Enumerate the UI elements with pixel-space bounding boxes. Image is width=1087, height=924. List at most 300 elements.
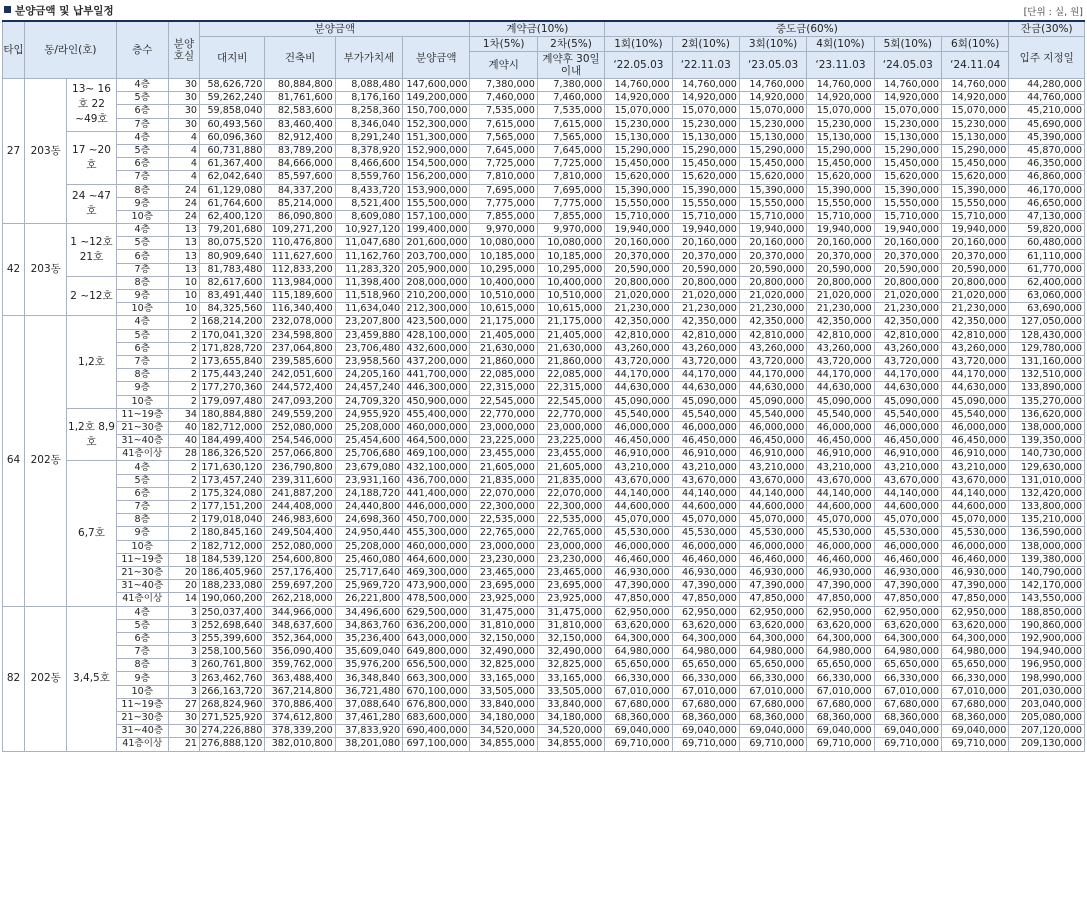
vat-cell: 11,518,960 (335, 290, 402, 303)
mid2-cell: 46,450,000 (672, 435, 739, 448)
building-cell: 244,408,000 (265, 501, 335, 514)
building-cell: 84,337,200 (265, 184, 335, 197)
vat-cell: 37,833,920 (335, 725, 402, 738)
balance-cell: 135,270,000 (1009, 395, 1085, 408)
mid5-cell: 65,650,000 (874, 659, 941, 672)
table-row (3, 725, 1085, 738)
header-mid-group: 중도금(60%) (605, 21, 1009, 37)
mid4-cell: 47,850,000 (807, 593, 874, 606)
dep1-cell: 10,080,000 (470, 237, 537, 250)
header-vat: 부가가치세 (335, 37, 402, 79)
units-cell: 20 (168, 566, 199, 579)
mid3-cell: 46,930,000 (739, 566, 806, 579)
mid1-cell: 64,300,000 (605, 632, 672, 645)
mid5-cell: 69,710,000 (874, 738, 941, 751)
price-cell: 154,500,000 (403, 158, 470, 171)
mid3-cell: 21,230,000 (739, 303, 806, 316)
dep2-cell: 10,615,000 (537, 303, 604, 316)
price-cell: 441,700,000 (403, 369, 470, 382)
floor-cell: 5층 (116, 237, 168, 250)
table-row (3, 408, 1085, 421)
balance-cell: 63,690,000 (1009, 303, 1085, 316)
units-cell: 4 (168, 131, 199, 144)
land-cell: 179,018,040 (200, 514, 265, 527)
dep1-cell: 22,765,000 (470, 527, 537, 540)
land-cell: 62,400,120 (200, 210, 265, 223)
mid3-cell: 15,620,000 (739, 171, 806, 184)
mid4-cell: 62,950,000 (807, 606, 874, 619)
line-cell: 1,2호 8,9호 (67, 408, 116, 461)
floor-cell: 7층 (116, 171, 168, 184)
dep2-cell: 23,000,000 (537, 540, 604, 553)
dep1-cell: 32,825,000 (470, 659, 537, 672)
mid3-cell: 62,950,000 (739, 606, 806, 619)
mid5-cell: 45,070,000 (874, 514, 941, 527)
mid1-cell: 15,450,000 (605, 158, 672, 171)
balance-cell: 209,130,000 (1009, 738, 1085, 751)
mid6-cell: 64,300,000 (942, 632, 1009, 645)
mid3-cell: 19,940,000 (739, 224, 806, 237)
mid1-cell: 45,090,000 (605, 395, 672, 408)
dep1-cell: 7,460,000 (470, 92, 537, 105)
mid1-cell: 20,370,000 (605, 250, 672, 263)
mid1-cell: 62,950,000 (605, 606, 672, 619)
dep1-cell: 7,535,000 (470, 105, 537, 118)
vat-cell: 24,698,360 (335, 514, 402, 527)
land-cell: 59,262,240 (200, 92, 265, 105)
price-cell: 636,200,000 (403, 619, 470, 632)
table-row (3, 685, 1085, 698)
mid6-cell: 15,130,000 (942, 131, 1009, 144)
price-cell: 437,200,000 (403, 355, 470, 368)
dep2-cell: 21,860,000 (537, 355, 604, 368)
floor-cell: 10층 (116, 540, 168, 553)
mid1-cell: 15,710,000 (605, 210, 672, 223)
units-cell: 40 (168, 435, 199, 448)
dep1-cell: 22,085,000 (470, 369, 537, 382)
mid2-cell: 44,630,000 (672, 382, 739, 395)
mid4-cell: 47,390,000 (807, 580, 874, 593)
mid5-cell: 46,450,000 (874, 435, 941, 448)
land-cell: 186,405,960 (200, 566, 265, 579)
mid4-cell: 45,090,000 (807, 395, 874, 408)
mid3-cell: 46,910,000 (739, 448, 806, 461)
table-row (3, 514, 1085, 527)
mid6-cell: 19,940,000 (942, 224, 1009, 237)
mid1-cell: 45,070,000 (605, 514, 672, 527)
vat-cell: 8,559,760 (335, 171, 402, 184)
balance-cell: 44,280,000 (1009, 79, 1085, 92)
mid6-cell: 15,390,000 (942, 184, 1009, 197)
mid3-cell: 14,760,000 (739, 79, 806, 92)
dep2-cell: 22,765,000 (537, 527, 604, 540)
unit-note: [단위 : 실, 원] (1023, 7, 1083, 18)
land-cell: 276,888,120 (200, 738, 265, 751)
mid2-cell: 67,680,000 (672, 698, 739, 711)
mid5-cell: 47,390,000 (874, 580, 941, 593)
mid5-cell: 19,940,000 (874, 224, 941, 237)
mid6-cell: 14,920,000 (942, 92, 1009, 105)
units-cell: 3 (168, 659, 199, 672)
balance-cell: 46,170,000 (1009, 184, 1085, 197)
vat-cell: 8,258,360 (335, 105, 402, 118)
balance-cell: 194,940,000 (1009, 646, 1085, 659)
dep1-cell: 23,695,000 (470, 580, 537, 593)
mid4-cell: 20,370,000 (807, 250, 874, 263)
units-cell: 30 (168, 118, 199, 131)
balance-cell: 138,000,000 (1009, 421, 1085, 434)
line-cell: 2 ~12호 (67, 276, 116, 316)
land-cell: 80,909,640 (200, 250, 265, 263)
mid1-cell: 44,170,000 (605, 369, 672, 382)
building-cell: 80,884,800 (265, 79, 335, 92)
mid6-cell: 15,230,000 (942, 118, 1009, 131)
header-floor: 층수 (116, 21, 168, 79)
units-cell: 13 (168, 224, 199, 237)
mid2-cell: 67,010,000 (672, 685, 739, 698)
dep2-cell: 23,230,000 (537, 553, 604, 566)
mid6-cell: 20,590,000 (942, 263, 1009, 276)
mid4-cell: 43,260,000 (807, 342, 874, 355)
land-cell: 61,367,400 (200, 158, 265, 171)
land-cell: 190,060,200 (200, 593, 265, 606)
floor-cell: 8층 (116, 659, 168, 672)
floor-cell: 5층 (116, 619, 168, 632)
mid2-cell: 15,230,000 (672, 118, 739, 131)
dep2-cell: 32,150,000 (537, 632, 604, 645)
mid6-cell: 62,950,000 (942, 606, 1009, 619)
balance-cell: 198,990,000 (1009, 672, 1085, 685)
building-cell: 344,966,000 (265, 606, 335, 619)
vat-cell: 23,958,560 (335, 355, 402, 368)
dep1-cell: 21,605,000 (470, 461, 537, 474)
mid5-cell: 43,260,000 (874, 342, 941, 355)
dep2-cell: 34,180,000 (537, 712, 604, 725)
mid5-cell: 44,140,000 (874, 487, 941, 500)
floor-cell: 6층 (116, 105, 168, 118)
mid1-cell: 43,670,000 (605, 474, 672, 487)
mid5-cell: 45,530,000 (874, 527, 941, 540)
units-cell: 2 (168, 540, 199, 553)
building-cell: 259,697,200 (265, 580, 335, 593)
mid6-cell: 15,620,000 (942, 171, 1009, 184)
mid3-cell: 15,390,000 (739, 184, 806, 197)
dep2-cell: 22,315,000 (537, 382, 604, 395)
mid5-cell: 45,090,000 (874, 395, 941, 408)
mid2-cell: 20,590,000 (672, 263, 739, 276)
price-cell: 450,700,000 (403, 514, 470, 527)
mid3-cell: 45,090,000 (739, 395, 806, 408)
vat-cell: 35,236,400 (335, 632, 402, 645)
mid1-cell: 42,810,000 (605, 329, 672, 342)
dep1-cell: 33,165,000 (470, 672, 537, 685)
mid6-cell: 64,980,000 (942, 646, 1009, 659)
land-cell: 173,457,240 (200, 474, 265, 487)
mid4-cell: 20,590,000 (807, 263, 874, 276)
mid5-cell: 44,630,000 (874, 382, 941, 395)
floor-cell: 8층 (116, 514, 168, 527)
vat-cell: 11,162,760 (335, 250, 402, 263)
balance-cell: 205,080,000 (1009, 712, 1085, 725)
units-cell: 13 (168, 250, 199, 263)
vat-cell: 23,931,160 (335, 474, 402, 487)
vat-cell: 8,291,240 (335, 131, 402, 144)
mid5-cell: 43,670,000 (874, 474, 941, 487)
header-type: 타입 (3, 21, 25, 79)
dep1-cell: 34,180,000 (470, 712, 537, 725)
price-cell: 212,300,000 (403, 303, 470, 316)
dep2-cell: 23,925,000 (537, 593, 604, 606)
mid5-cell: 15,230,000 (874, 118, 941, 131)
floor-cell: 21~30층 (116, 421, 168, 434)
mid2-cell: 64,980,000 (672, 646, 739, 659)
mid6-cell: 20,370,000 (942, 250, 1009, 263)
price-cell: 670,100,000 (403, 685, 470, 698)
dep2-cell: 7,535,000 (537, 105, 604, 118)
mid1-cell: 67,010,000 (605, 685, 672, 698)
mid4-cell: 15,620,000 (807, 171, 874, 184)
balance-cell: 132,420,000 (1009, 487, 1085, 500)
mid3-cell: 14,920,000 (739, 92, 806, 105)
dep1-cell: 23,465,000 (470, 566, 537, 579)
price-cell: 450,900,000 (403, 395, 470, 408)
table-row (3, 672, 1085, 685)
mid4-cell: 15,450,000 (807, 158, 874, 171)
units-cell: 10 (168, 290, 199, 303)
table-row (3, 395, 1085, 408)
mid5-cell: 66,330,000 (874, 672, 941, 685)
units-cell: 24 (168, 197, 199, 210)
price-cell: 205,900,000 (403, 263, 470, 276)
dep1-cell: 7,615,000 (470, 118, 537, 131)
building-cell: 86,090,800 (265, 210, 335, 223)
units-cell: 2 (168, 355, 199, 368)
dep2-cell: 7,460,000 (537, 92, 604, 105)
mid4-cell: 67,680,000 (807, 698, 874, 711)
mid1-cell: 21,230,000 (605, 303, 672, 316)
floor-cell: 10층 (116, 395, 168, 408)
vat-cell: 37,461,280 (335, 712, 402, 725)
mid3-cell: 46,460,000 (739, 553, 806, 566)
header-mid-1: 1회(10%) (605, 37, 672, 52)
balance-cell: 127,050,000 (1009, 316, 1085, 329)
mid2-cell: 20,800,000 (672, 276, 739, 289)
building-cell: 115,189,600 (265, 290, 335, 303)
mid5-cell: 64,300,000 (874, 632, 941, 645)
price-cell: 199,400,000 (403, 224, 470, 237)
mid6-cell: 43,210,000 (942, 461, 1009, 474)
building-cell: 247,093,200 (265, 395, 335, 408)
mid6-cell: 69,710,000 (942, 738, 1009, 751)
dep2-cell: 32,825,000 (537, 659, 604, 672)
table-row (3, 250, 1085, 263)
dep1-cell: 23,925,000 (470, 593, 537, 606)
building-cell: 234,598,800 (265, 329, 335, 342)
mid3-cell: 43,670,000 (739, 474, 806, 487)
mid6-cell: 46,450,000 (942, 435, 1009, 448)
mid1-cell: 15,290,000 (605, 144, 672, 157)
building-cell: 84,666,000 (265, 158, 335, 171)
mid4-cell: 20,800,000 (807, 276, 874, 289)
mid2-cell: 15,130,000 (672, 131, 739, 144)
balance-cell: 135,210,000 (1009, 514, 1085, 527)
land-cell: 168,214,200 (200, 316, 265, 329)
price-cell: 676,800,000 (403, 698, 470, 711)
mid5-cell: 20,800,000 (874, 276, 941, 289)
balance-cell: 60,480,000 (1009, 237, 1085, 250)
dep1-cell: 7,695,000 (470, 184, 537, 197)
price-cell: 151,300,000 (403, 131, 470, 144)
units-cell: 4 (168, 171, 199, 184)
land-cell: 82,617,600 (200, 276, 265, 289)
dep1-cell: 23,000,000 (470, 421, 537, 434)
mid2-cell: 21,230,000 (672, 303, 739, 316)
vat-cell: 10,927,120 (335, 224, 402, 237)
mid3-cell: 44,630,000 (739, 382, 806, 395)
dep1-cell: 7,380,000 (470, 79, 537, 92)
balance-cell: 201,030,000 (1009, 685, 1085, 698)
vat-cell: 8,346,040 (335, 118, 402, 131)
mid6-cell: 46,000,000 (942, 421, 1009, 434)
mid3-cell: 68,360,000 (739, 712, 806, 725)
vat-cell: 25,706,680 (335, 448, 402, 461)
units-cell: 34 (168, 408, 199, 421)
header-balance-when: 입주 지정일 (1009, 37, 1085, 79)
mid6-cell: 45,540,000 (942, 408, 1009, 421)
mid4-cell: 15,290,000 (807, 144, 874, 157)
mid6-cell: 45,090,000 (942, 395, 1009, 408)
land-cell: 252,698,640 (200, 619, 265, 632)
mid4-cell: 43,210,000 (807, 461, 874, 474)
vat-cell: 35,976,200 (335, 659, 402, 672)
mid6-cell: 15,550,000 (942, 197, 1009, 210)
mid5-cell: 43,720,000 (874, 355, 941, 368)
mid3-cell: 20,590,000 (739, 263, 806, 276)
mid6-cell: 15,450,000 (942, 158, 1009, 171)
mid1-cell: 45,540,000 (605, 408, 672, 421)
price-cell: 683,600,000 (403, 712, 470, 725)
floor-cell: 5층 (116, 329, 168, 342)
table-row (3, 632, 1085, 645)
header-mid-2: 2회(10%) (672, 37, 739, 52)
vat-cell: 23,207,800 (335, 316, 402, 329)
building-cell: 359,762,000 (265, 659, 335, 672)
floor-cell: 7층 (116, 355, 168, 368)
table-row (3, 580, 1085, 593)
dep1-cell: 23,000,000 (470, 540, 537, 553)
mid2-cell: 46,930,000 (672, 566, 739, 579)
mid5-cell: 15,070,000 (874, 105, 941, 118)
mid6-cell: 45,530,000 (942, 527, 1009, 540)
balance-cell: 44,760,000 (1009, 92, 1085, 105)
mid3-cell: 15,070,000 (739, 105, 806, 118)
land-cell: 81,783,480 (200, 263, 265, 276)
vat-cell: 35,609,040 (335, 646, 402, 659)
mid1-cell: 21,020,000 (605, 290, 672, 303)
mid1-cell: 20,800,000 (605, 276, 672, 289)
units-cell: 2 (168, 514, 199, 527)
mid3-cell: 69,040,000 (739, 725, 806, 738)
price-cell: 150,700,000 (403, 105, 470, 118)
header-mid-3: 3회(10%) (739, 37, 806, 52)
mid5-cell: 42,350,000 (874, 316, 941, 329)
price-cell: 201,600,000 (403, 237, 470, 250)
line-cell: 3,4,5호 (67, 606, 116, 751)
table-row (3, 487, 1085, 500)
mid3-cell: 20,160,000 (739, 237, 806, 250)
mid5-cell: 15,130,000 (874, 131, 941, 144)
mid4-cell: 15,550,000 (807, 197, 874, 210)
mid2-cell: 43,670,000 (672, 474, 739, 487)
vat-cell: 26,221,800 (335, 593, 402, 606)
building-cell: 356,090,400 (265, 646, 335, 659)
mid6-cell: 46,460,000 (942, 553, 1009, 566)
mid1-cell: 43,210,000 (605, 461, 672, 474)
mid4-cell: 44,630,000 (807, 382, 874, 395)
mid4-cell: 66,330,000 (807, 672, 874, 685)
units-cell: 3 (168, 672, 199, 685)
units-cell: 2 (168, 501, 199, 514)
mid1-cell: 15,070,000 (605, 105, 672, 118)
table-row (3, 184, 1085, 197)
price-cell: 441,400,000 (403, 487, 470, 500)
mid1-cell: 46,000,000 (605, 540, 672, 553)
floor-cell: 7층 (116, 263, 168, 276)
mid2-cell: 15,390,000 (672, 184, 739, 197)
header-mid-date-4: ‘23.11.03 (807, 52, 874, 79)
land-cell: 62,042,640 (200, 171, 265, 184)
mid5-cell: 67,010,000 (874, 685, 941, 698)
mid5-cell: 62,950,000 (874, 606, 941, 619)
mid3-cell: 42,810,000 (739, 329, 806, 342)
mid3-cell: 63,620,000 (739, 619, 806, 632)
mid4-cell: 15,070,000 (807, 105, 874, 118)
header-mid-date-6: ‘24.11.04 (942, 52, 1009, 79)
vat-cell: 8,433,720 (335, 184, 402, 197)
mid2-cell: 20,160,000 (672, 237, 739, 250)
floor-cell: 31~40층 (116, 435, 168, 448)
dep2-cell: 33,840,000 (537, 698, 604, 711)
table-row (3, 355, 1085, 368)
building-cell: 374,612,800 (265, 712, 335, 725)
mid2-cell: 45,530,000 (672, 527, 739, 540)
table-row (3, 342, 1085, 355)
balance-cell: 140,790,000 (1009, 566, 1085, 579)
vat-cell: 25,717,640 (335, 566, 402, 579)
mid5-cell: 43,210,000 (874, 461, 941, 474)
mid2-cell: 45,540,000 (672, 408, 739, 421)
mid2-cell: 47,390,000 (672, 580, 739, 593)
land-cell: 58,626,720 (200, 79, 265, 92)
units-cell: 27 (168, 698, 199, 711)
table-row (3, 566, 1085, 579)
dep2-cell: 10,510,000 (537, 290, 604, 303)
mid5-cell: 20,160,000 (874, 237, 941, 250)
floor-cell: 4층 (116, 79, 168, 92)
balance-cell: 45,870,000 (1009, 144, 1085, 157)
mid2-cell: 15,550,000 (672, 197, 739, 210)
land-cell: 61,764,600 (200, 197, 265, 210)
mid6-cell: 66,330,000 (942, 672, 1009, 685)
price-cell: 455,400,000 (403, 408, 470, 421)
floor-cell: 8층 (116, 276, 168, 289)
header-mid-6: 6회(10%) (942, 37, 1009, 52)
units-cell: 3 (168, 646, 199, 659)
building-cell: 83,460,400 (265, 118, 335, 131)
dep1-cell: 23,230,000 (470, 553, 537, 566)
mid3-cell: 45,530,000 (739, 527, 806, 540)
floor-cell: 6층 (116, 250, 168, 263)
